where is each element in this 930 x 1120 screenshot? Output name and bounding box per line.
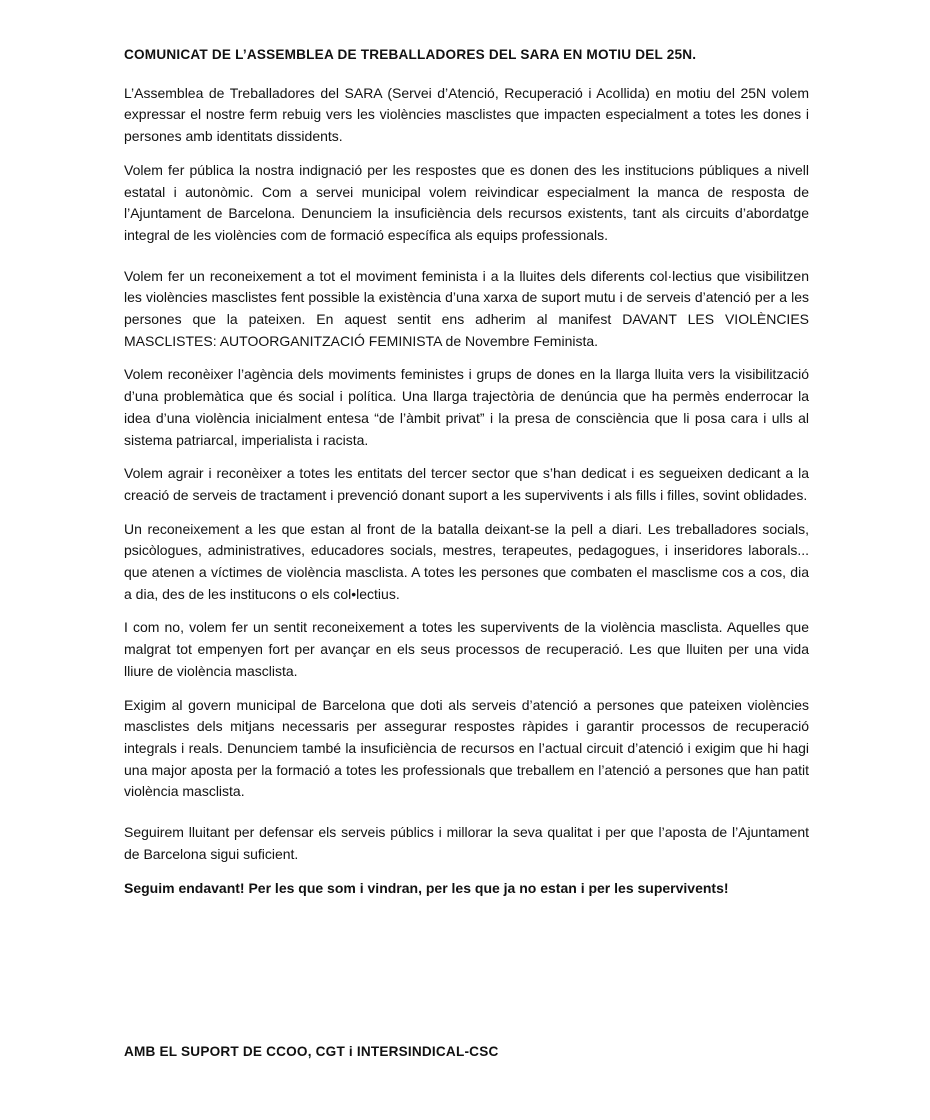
paragraph-7: I com no, volem fer un sentit reconeixement a totes les supervivents de la violència masclista. Aquelles que malgrat tot empenyen fort per avançar en els seus processos de recuperació. Les que lluiten per una vida lliure de violència masclista. [124, 619, 809, 679]
document-title: COMUNICAT DE L’ASSEMBLEA DE TREBALLADORES DEL SARA EN MOTIU DEL 25N. [124, 47, 697, 62]
paragraph-2: Volem fer pública la nostra indignació per les respostes que es donen des les institucions públiques a nivell estatal i autonòmic. Com a servei municipal volem reivindicar especialment la manca de resposta de l’Ajuntament de Barcelona. Denunciem la insuficiència dels recursos existents, tant als circuits d’abordatge integral de les violències com de formació específica als equips professionals. [124, 161, 809, 243]
paragraph-1: L’Assemblea de Treballadores del SARA (Servei d’Atenció, Recuperació i Acollida) en motiu del 25N volem expressar el nostre ferm rebuig vers les violències masclistes que impacten especialment a totes les dones i persones amb identitats dissidents. [124, 84, 809, 145]
document-body [124, 44, 809, 899]
paragraph-6: Un reconeixement a les que estan al front de la batalla deixant-se la pell a diari. Les treballadores socials, psicòlogues, administratives, educadores socials, mestres, terapeutes, pedagogues, i inseridores laborals... que atenen a víctimes de violència masclista. A totes les persones que combaten el masclisme cos a cos, dia a dia, des de les institucons o els col•lectius. [124, 520, 809, 602]
support-footer: AMB EL SUPORT DE CCOO, CGT i INTERSINDICAL-CSC [124, 1044, 499, 1059]
closing-statement: Seguim endavant! Per les que som i vindran, per les que ja no estan i per les supervivents! [124, 879, 729, 896]
paragraph-4: Volem reconèixer l’agència dels moviments feministes i grups de dones en la llarga lluita vers la visibilització d’una problemàtica que és social i política. Una llarga trajectòria de denúncia que ha permès enderrocar la idea d’una violència inicialment entesa “de l’àmbit privat” i la presa de consciència que li posa cara i ulls al sistema patriarcal, imperialista i racista. [124, 366, 809, 448]
paragraph-8: Exigim al govern municipal de Barcelona que doti als serveis d’atenció a persones que pateixen violències masclistes dels mitjans necessaris per assegurar respostes ràpides i garantir processos de recuperació integrals i reals. Denunciem també la insuficiència de recursos en l’actual circuit d’atenció i exigim que hi hagi una major aposta per la formació a totes les professionals que treballem en l’atenció a persones que han patit violència masclista. [124, 696, 809, 800]
paragraph-9: Seguirem lluitant per defensar els serveis públics i millorar la seva qualitat i per que l’aposta de l’Ajuntament de Barcelona sigui suficient. [124, 824, 809, 862]
paragraph-3: Volem fer un reconeixement a tot el moviment feminista i a la lluites dels diferents col·lectius que visibilitzen les violències masclistes fent possible la existència d’una xarxa de suport mutu i de serveis d’atenció per a les persones que la pateixen. En aquest sentit ens adherim al manifest DAVANT LES VIOLÈNCIES MASCLISTES: AUTOORGANITZACIÓ FEMINISTA de Novembre Feminista. [124, 267, 809, 349]
paragraph-5: Volem agrair i reconèixer a totes les entitats del tercer sector que s’han dedicat i es segueixen dedicant a la creació de serveis de tractament i prevenció donant suport a les supervivents i als fills i filles, sovint oblidades. [124, 465, 809, 503]
